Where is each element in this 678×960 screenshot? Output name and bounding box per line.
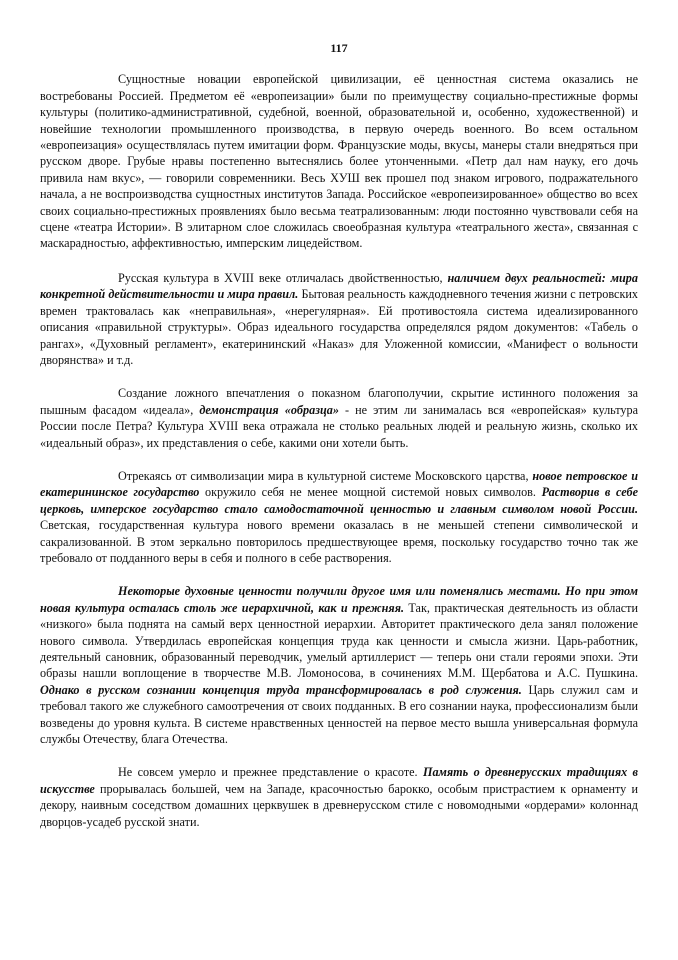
page-number: 117 [330,41,348,55]
emphasized-text: демонстрация «образца» [199,402,339,417]
paragraph-text: Русская культура в XVIII веке отличалась двойственностью, [118,270,448,285]
emphasized-text: наличием двух реальностей: мира конкретной действительности и мира правил. [40,270,638,302]
emphasized-text: Память о древнерусских традициях в искусстве [40,765,638,796]
paragraph [40,764,638,830]
paragraph-text: Сущностные новации европейской цивилизации, её ценностная система оказались не востребованы Россией. Предметом её «европеизации» были по преимуществу социально-престижные формы культуры (политико-административной, судебной, военной, образовательной и, особенно, художественной) и новейшие технологии промышленного производства, в первую очередь военного. Во всем остальном «европеизация» осуществлялась путем имитации форм. Французские моды, вкусы, манеры стали внедряться при русском дворе. Грубые нравы постепенно вытеснялись более утонченными. «Петр дал нам науку, его дочь привила нам вкус», — говорили современники. Весь ХУШ век прошел под знаком игрового, подражательного начала, а не воспроизводства сущностных институтов Запада. Российское «европеизированное» общество во всех своих социально-престижных проявлениях было весьма театрализованным: люди постоянно чувствовали себя на сцене «театра Истории». В элитарном слое сложилась своеобразная культура «театрального жеста», связанная с маскарадностью, аффективностью, имперским лицедейством. [40,72,638,251]
paragraph-text: Бытовая реальность каждодневного течения жизни с петровских времен трактовалась как «неправильная», «нерегулярная». Ей противостояла система идеализированного описания «правильной структуры». Образ идеального государства определялся рядом документов: «Табель о рангах», «Духовный регламент», екатерининский «Наказ» для Уложенной комиссии, «Манифест о вольности дворянства» и т.д. [40,287,639,367]
paragraph-text: Создание ложного впечатления о показном благополучии, скрытие истинного положения за пышным фасадом «идеала», [40,386,638,417]
emphasized-text: Растворив в себе церковь, имперское государство стало самодостаточной ценностью и главным символом новой России. [40,485,639,516]
paragraph-text: - не этим ли занималась вся «европейская» культура России после Петра? Культура XVIII века отражала не столько реальных людей и реальную жизнь, сколько их «идеальный образ», их представления о себе, какими они хотели быть. [40,402,639,450]
paragraph-text: Так, практическая деятельность из области «низкого» была поднята на самый верх ценностной иерархии. Авторитет практического дела занял положение нового символа. Утвердилась европейская концепция труда как ценности и смысла жизни. Царь-работник, деятельный сановник, образованный переводчик, умелый артиллерист — теперь они стали героями эпохи. Эти образы нашли воплощение в творчестве М.В. Ломоносова, в сочинениях М.М. Щербатова и А.С. Пушкина. [40,600,638,681]
paragraph-text: Светская, государственная культура нового времени оказалась в не меньшей степени символической и сакрализованной. В этом зеркально повторилось предшествующее время, поскольку государство точно так же требовало от подданного веры в себя и полного в себе растворения. [40,518,638,565]
paragraph [40,468,638,566]
paragraph [40,583,638,747]
paragraph [40,270,638,368]
paragraph-text: Отрекаясь от символизации мира в культурной системе Московского царства, [118,468,533,483]
paragraph-text: прорывалась большей, чем на Западе, красочностью барокко, особым пристрастием к орнаменту и декору, наивным соседством домашних церквушек в древнерусском стиле с новомодными «ордерами» колоннад дворцов-усадеб русской знати. [40,781,638,829]
paragraph-text: окружило себя не менее мощной системой новых символов. [199,485,542,500]
emphasized-text: Однако в русском сознании концепция труда трансформировалась в род служения. [40,682,522,697]
paragraph [40,385,638,451]
emphasized-text: Некоторые духовные ценности получили другое имя или поменялись местами. Но при этом новая культура осталась столь же иерархичной, как и прежняя. [40,584,638,615]
emphasized-text: новое петровское и екатерининское государство [40,468,639,500]
paragraph-text: Не совсем умерло и прежнее представление о красоте. [118,765,423,780]
paragraph-text: Царь служил сам и требовал такого же служебного самоотречения от своих подданных. В его сознании наука, профессионализм были возведены до уровня культа. В системе нравственных ценностей на первое место вышла универсальная формула службы Отечеству, блага Отечества. [40,682,639,747]
paragraph [40,71,638,251]
